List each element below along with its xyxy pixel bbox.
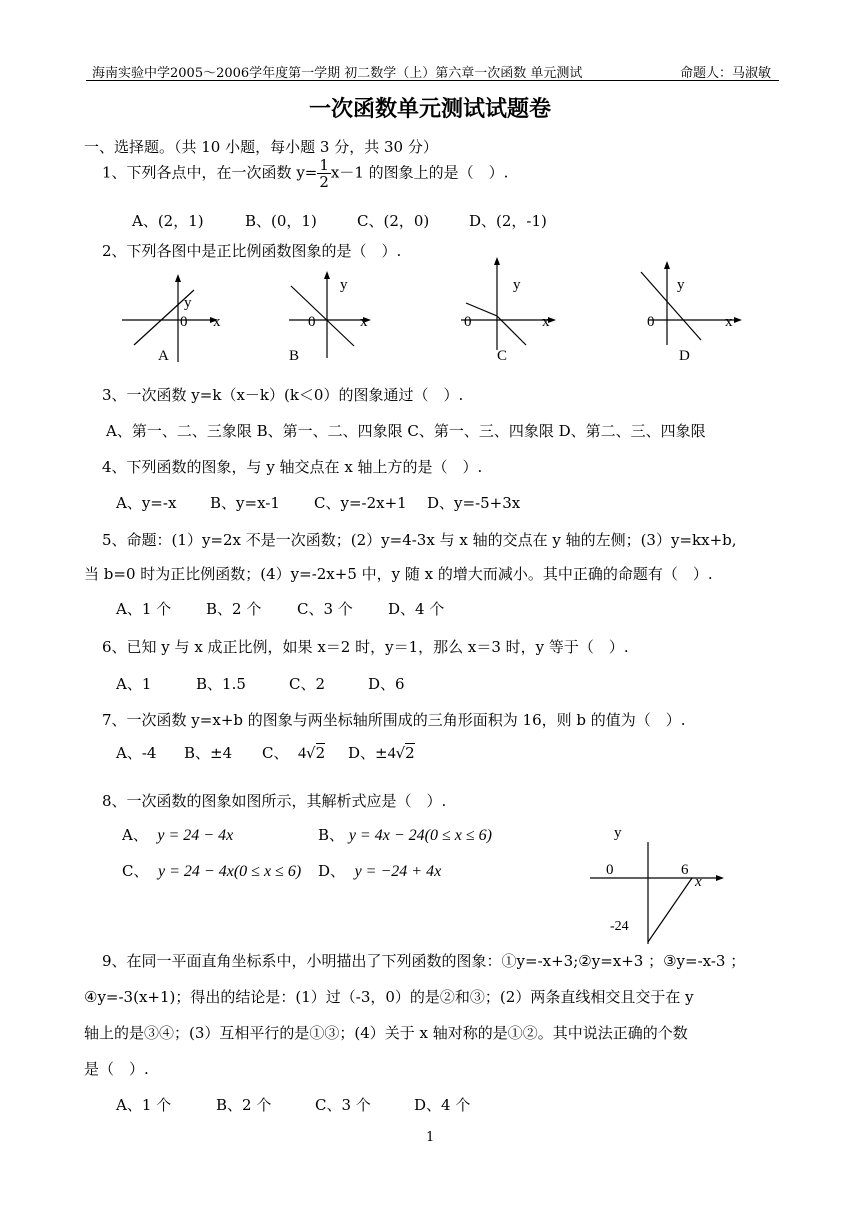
q8-option-d-math: y = −24 + 4x: [354, 863, 442, 880]
header-right: 命题人：马淑敏: [680, 66, 772, 81]
q5-option-c: C、3 个: [297, 600, 353, 618]
q5-option-d: D、4 个: [388, 600, 445, 618]
section-heading: 一、选择题。（共 10 小题，每小题 3 分，共 30 分）: [84, 138, 438, 156]
graph-a-origin: 0: [180, 314, 188, 330]
q7-option-d-radicand: 2: [405, 744, 415, 762]
q8-origin: 0: [606, 862, 614, 878]
page-number: 1: [426, 1130, 435, 1145]
q8-x-mark: 6: [681, 862, 689, 878]
q9-option-a: A、1 个: [116, 1096, 172, 1114]
q8-option-c: [122, 860, 301, 881]
page-title: 一次函数单元测试试题卷: [308, 97, 551, 122]
graph-b-origin: 0: [308, 314, 316, 330]
question-6: 6、已知 y 与 x 成正比例，如果 x＝2 时，y＝1，那么 x＝3 时，y 等于（ ）.: [102, 638, 629, 656]
graph-b-y-label: y: [340, 277, 348, 293]
graph-a-letter: A: [158, 348, 169, 364]
q1-stem-pre: 1、下列各点中，在一次函数 y=: [102, 163, 318, 182]
question-4: 4、下列函数的图象，与 y 轴交点在 x 轴上方的是（ ）.: [102, 458, 483, 476]
q7-option-c: [262, 742, 325, 763]
q7-option-a: A、-4: [116, 744, 157, 762]
q8-option-a: [122, 824, 233, 845]
q8-x-label: x: [695, 874, 702, 890]
q7-option-c-sqrt: √2: [306, 744, 326, 762]
q6-option-a: A、1: [116, 675, 152, 693]
q4-option-d: D、y=-5+3x: [427, 494, 521, 512]
graph-c-letter: C: [497, 348, 508, 364]
graph-d-origin: 0: [647, 314, 655, 330]
q1-option-c: C、(2，0): [357, 212, 430, 230]
graph-c-y-arrow: [494, 257, 500, 265]
q8-option-b-math: y = 4x − 24(0 ≤ x ≤ 6): [348, 827, 492, 844]
graph-d-x-label: x: [725, 314, 733, 330]
q8-y-label: y: [614, 825, 622, 841]
q8-option-b: [318, 824, 492, 845]
q7-option-c-coef: 4: [298, 745, 307, 762]
q8-y-mark: -24: [610, 919, 629, 934]
q1-frac-num: 1: [319, 156, 329, 174]
question-5-line-1: 5、命题：(1）y=2x 不是一次函数；(2）y=4-3x 与 x 轴的交点在 y 轴的左侧；(3）y=kx+b,: [102, 531, 737, 549]
q1-option-a: A、(2，1): [132, 212, 204, 230]
q4-option-a: A、y=-x: [116, 494, 177, 512]
graph-d-letter: D: [679, 348, 690, 364]
graph-d-y-label: y: [677, 277, 685, 293]
q7-option-c-radicand: 2: [315, 744, 326, 762]
header-left: 海南实验中学2005～2006学年度第一学期 初二数学（上）第六章一次函数 单元测试: [92, 66, 583, 81]
q8-option-a-math: y = 24 − 4x: [157, 827, 234, 844]
graph-d-x-arrow: [734, 317, 742, 323]
q9-option-d: D、4 个: [414, 1096, 471, 1114]
graph-b-letter: B: [289, 348, 300, 364]
graph-d-y-arrow: [664, 261, 670, 269]
question-7: 7、一次函数 y=x+b 的图象与两坐标轴所围成的三角形面积为 16，则 b 的值为（ ）.: [102, 711, 686, 729]
graph-a-y-arrow: [175, 274, 181, 282]
q8-option-c-label: C、: [122, 862, 149, 880]
q8-option-a-label: A、: [122, 826, 148, 844]
q1-stem-post: x－1 的图象上的是（ ）.: [330, 163, 509, 182]
question-9-line-1: 9、在同一平面直角坐标系中，小明描出了下列函数的图象：①y=-x+3;②y=x+3 ；③y=-x-3 ；: [102, 952, 746, 970]
q4-option-c: C、y=-2x+1: [314, 494, 407, 512]
graph-a-x-label: x: [213, 314, 221, 330]
question-5-line-2: 当 b=0 时为正比例函数；(4）y=-2x+5 中，y 随 x 的增大而减小。其中正确的命题有（ ）.: [84, 565, 713, 583]
q6-option-c: C、2: [289, 675, 326, 693]
question-9-line-2: ④y=-3(x+1)；得出的结论是：(1）过（-3，0）的是②和③；(2）两条直线相交且交于在 y: [84, 988, 694, 1006]
graph-b-x-label: x: [360, 314, 368, 330]
q8-option-b-label: B、: [318, 826, 345, 844]
question-8: 8、一次函数的图象如图所示，其解析式应是（ ）.: [102, 792, 447, 810]
q5-option-a: A、1 个: [116, 600, 172, 618]
q7-option-c-label: C、: [262, 744, 289, 762]
q8-option-d-label: D、: [318, 862, 346, 880]
q8-graph: [580, 820, 740, 950]
graph-c-origin: 0: [464, 314, 472, 330]
q7-option-d: [348, 742, 415, 763]
q7-option-d-coef: 4: [387, 745, 396, 762]
question-9-line-4: 是（ ）.: [84, 1060, 149, 1078]
q8-option-d: [318, 860, 441, 881]
graph-a-y-label: y: [184, 295, 192, 311]
graph-b-y-arrow: [324, 271, 330, 279]
q8-option-c-math: y = 24 − 4x(0 ≤ x ≤ 6): [158, 863, 302, 880]
q3-options: A、第一、二、三象限 B、第一、二、四象限 C、第一、三、四象限 D、第二、三、四象限: [106, 422, 706, 440]
q9-option-b: B、2 个: [216, 1096, 272, 1114]
q7-option-b: B、±4: [184, 744, 233, 762]
q9-option-c: C、3 个: [315, 1096, 371, 1114]
q7-option-d-label: D、±: [348, 744, 388, 762]
q1-option-b: B、(0，1): [245, 212, 317, 230]
question-9-line-3: 轴上的是③④；(3）互相平行的是①③；(4）关于 x 轴对称的是①②。其中说法正确的个数: [84, 1024, 688, 1042]
q5-option-b: B、2 个: [206, 600, 262, 618]
q1-option-d: D、(2，-1): [469, 212, 547, 230]
graph-c-x-label: x: [542, 314, 550, 330]
q8-x-arrow: [716, 875, 724, 881]
graph-c-y-label: y: [513, 277, 521, 293]
q7-option-d-sqrt: √2: [395, 744, 415, 762]
question-2: 2、下列各图中是正比例函数图象的是（ ）.: [102, 242, 402, 260]
q8-line: [648, 878, 692, 942]
q6-option-b: B、1.5: [196, 675, 246, 693]
graph-b-line: [291, 286, 354, 346]
graph-c-line: [466, 303, 526, 345]
q1-frac-den: 2: [319, 173, 329, 191]
q4-option-b: B、y=x-1: [210, 494, 280, 512]
question-3: 3、一次函数 y=k（x－k）(k＜0）的图象通过（ ）.: [102, 386, 464, 404]
q6-option-d: D、6: [368, 675, 405, 693]
